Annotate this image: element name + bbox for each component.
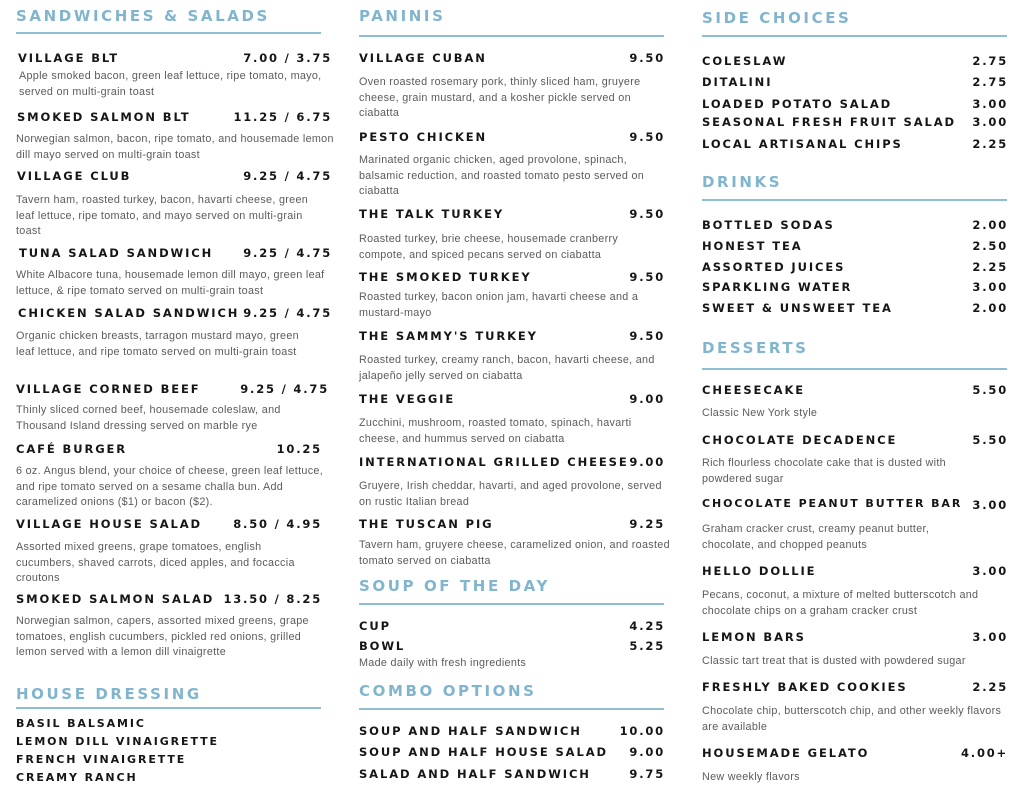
item-name: THE VEGGIE	[359, 392, 456, 406]
item-price: 3.00	[972, 564, 1008, 578]
item-desc: 6 oz. Angus blend, your choice of cheese, green leaf lettuce, and ripe tomato served on a sesame challa bun. Add caramelized onions ($1) or bacon ($2).	[16, 465, 324, 508]
item-name: SOUP AND HALF HOUSE SALAD	[359, 745, 608, 759]
item-name: THE TUSCAN PIG	[359, 517, 494, 531]
soup-note: Made daily with fresh ingredients	[359, 657, 527, 669]
item-price: 4.00+	[960, 746, 1008, 760]
section-rule	[702, 199, 1007, 201]
item-price: 11.25 / 6.75	[233, 110, 332, 124]
item-price: 9.25 / 4.75	[240, 382, 329, 396]
section-rule	[359, 35, 664, 37]
item-name: PESTO CHICKEN	[359, 130, 488, 144]
section-title-drinks: DRINKS	[702, 173, 783, 191]
item-desc: Roasted turkey, bacon onion jam, havarti cheese and a mustard-mayo	[359, 291, 639, 319]
item-price: 9.00	[629, 455, 665, 469]
item-desc: Zucchini, mushroom, roasted tomato, spinach, havarti cheese, and hummus served on ciabatta	[359, 417, 632, 445]
item-desc: Norwegian salmon, bacon, ripe tomato, and housemade lemon dill mayo served on multi-grain toast	[16, 133, 334, 161]
item-price: 5.25	[629, 639, 665, 653]
item-desc: White Albacore tuna, housemade lemon dill mayo, green leaf lettuce, & ripe tomato served on multi-grain toast	[16, 269, 325, 297]
section-rule	[16, 32, 321, 34]
item-name: VILLAGE CUBAN	[359, 51, 487, 65]
item-price: 2.00	[972, 301, 1008, 315]
item-name: VILLAGE CORNED BEEF	[16, 382, 201, 396]
item-price: 9.25 / 4.75	[243, 306, 332, 320]
item-desc: New weekly flavors	[702, 771, 800, 783]
section-title-combo: COMBO OPTIONS	[359, 682, 537, 700]
item-desc: Tavern ham, gruyere cheese, caramelized onion, and roasted tomato served on ciabatta	[359, 539, 670, 567]
item-desc: Classic tart treat that is dusted with powdered sugar	[702, 655, 966, 667]
item-desc: Thinly sliced corned beef, housemade coleslaw, and Thousand Island dressing served on marble rye	[16, 404, 281, 432]
item-name: VILLAGE BLT	[18, 51, 119, 65]
item-name: SWEET & UNSWEET TEA	[702, 301, 893, 315]
item-desc: Roasted turkey, brie cheese, housemade cranberry compote, and spiced pecans served on ciabatta	[359, 233, 619, 261]
item-name: CHOCOLATE DECADENCE	[702, 433, 898, 447]
item-price: 5.50	[972, 383, 1008, 397]
item-price: 2.25	[972, 137, 1008, 151]
item-name: LOCAL ARTISANAL CHIPS	[702, 137, 903, 151]
item-name: THE SMOKED TURKEY	[359, 270, 532, 284]
item-name: BOWL	[359, 639, 406, 653]
section-rule	[702, 368, 1007, 370]
item-desc: Marinated organic chicken, aged provolone, spinach, balsamic reduction, and roasted tomato pesto served on ciabatta	[359, 154, 645, 197]
item-price: 9.50	[629, 51, 665, 65]
dressing-item: FRENCH VINAIGRETTE	[16, 753, 187, 766]
item-name: ASSORTED JUICES	[702, 260, 846, 274]
item-desc: Gruyere, Irish cheddar, havarti, and aged provolone, served on rustic Italian bread	[359, 480, 662, 508]
section-title-paninis: PANINIS	[359, 7, 446, 25]
item-price: 13.50 / 8.25	[223, 592, 322, 606]
item-name: BOTTLED SODAS	[702, 218, 835, 232]
section-rule	[702, 35, 1007, 37]
item-name: FRESHLY BAKED COOKIES	[702, 680, 908, 694]
item-price: 9.50	[629, 270, 665, 284]
item-desc: Tavern ham, roasted turkey, bacon, havarti cheese, green leaf lettuce, ripe tomato, and mayo served on multi-grain toast	[16, 194, 309, 237]
item-price: 2.50	[972, 239, 1008, 253]
item-price: 9.25 / 4.75	[243, 246, 332, 260]
item-desc: Organic chicken breasts, tarragon mustard mayo, green leaf lettuce, and ripe tomato served on multi-grain toast	[16, 330, 299, 358]
item-desc: Oven roasted rosemary pork, thinly sliced ham, gruyere cheese, grain mustard, and a kosher pickle served on ciabatta	[359, 76, 641, 119]
section-title-desserts: DESSERTS	[702, 339, 809, 357]
item-desc: Roasted turkey, creamy ranch, bacon, havarti cheese, and jalapeño jelly served on ciabatta	[359, 354, 655, 382]
item-name: SMOKED SALMON BLT	[17, 110, 191, 124]
item-name: VILLAGE HOUSE SALAD	[16, 517, 202, 531]
item-price: 3.00	[972, 498, 1008, 512]
item-desc: Chocolate chip, butterscotch chip, and other weekly flavors are available	[702, 705, 1002, 733]
item-name: VILLAGE CLUB	[17, 169, 132, 183]
item-name: INTERNATIONAL GRILLED CHEESE	[359, 455, 629, 469]
item-price: 2.25	[972, 680, 1008, 694]
item-price: 9.00	[629, 745, 665, 759]
item-name: HONEST TEA	[702, 239, 803, 253]
item-name: LEMON BARS	[702, 630, 806, 644]
item-price: 8.50 / 4.95	[233, 517, 322, 531]
item-price: 9.25	[629, 517, 665, 531]
item-name: HELLO DOLLIE	[702, 564, 817, 578]
item-price: 3.00	[972, 630, 1008, 644]
item-price: 9.00	[629, 392, 665, 406]
item-desc: Graham cracker crust, creamy peanut butter, chocolate, and chopped peanuts	[702, 523, 930, 551]
section-title-soup: SOUP OF THE DAY	[359, 577, 550, 595]
item-name: SEASONAL FRESH FRUIT SALAD	[702, 115, 956, 129]
item-name: CHOCOLATE PEANUT BUTTER BAR	[702, 497, 963, 510]
item-price: 2.75	[972, 75, 1008, 89]
item-price: 7.00 / 3.75	[243, 51, 332, 65]
item-price: 3.00	[972, 280, 1008, 294]
item-desc: Pecans, coconut, a mixture of melted butterscotch and chocolate chips on a graham cracker crust	[702, 589, 979, 617]
section-title-dressing: HOUSE DRESSING	[16, 685, 202, 703]
section-rule	[359, 708, 664, 710]
item-price: 9.50	[629, 207, 665, 221]
item-desc: Apple smoked bacon, green leaf lettuce, ripe tomato, mayo, served on multi-grain toast	[19, 70, 322, 98]
item-name: CHEESECAKE	[702, 383, 806, 397]
item-name: THE SAMMY'S TURKEY	[359, 329, 538, 343]
item-desc: Assorted mixed greens, grape tomatoes, english cucumbers, shaved carrots, diced apples, and focaccia croutons	[16, 541, 295, 584]
item-price: 4.25	[629, 619, 665, 633]
item-price: 9.25 / 4.75	[243, 169, 332, 183]
item-name: DITALINI	[702, 75, 773, 89]
section-rule	[359, 603, 664, 605]
item-name: COLESLAW	[702, 54, 788, 68]
item-price: 9.50	[629, 329, 665, 343]
item-name: CAFÉ BURGER	[16, 442, 128, 456]
item-desc: Classic New York style	[702, 407, 818, 419]
item-name: TUNA SALAD SANDWICH	[19, 246, 214, 260]
item-name: SOUP AND HALF SANDWICH	[359, 724, 582, 738]
dressing-item: CREAMY RANCH	[16, 771, 138, 784]
item-price: 10.00	[619, 724, 665, 738]
item-desc: Rich flourless chocolate cake that is dusted with powdered sugar	[702, 457, 946, 485]
dressing-item: BASIL BALSAMIC	[16, 717, 146, 730]
section-title-sides: SIDE CHOICES	[702, 9, 852, 27]
item-price: 10.25	[276, 442, 322, 456]
item-name: HOUSEMADE GELATO	[702, 746, 870, 760]
item-desc: Norwegian salmon, capers, assorted mixed greens, grape tomatoes, english cucumbers, pickled red onions, grilled lemon served with a lemon dill vinaigrette	[16, 615, 309, 658]
item-name: CUP	[359, 619, 391, 633]
item-name: LOADED POTATO SALAD	[702, 97, 893, 111]
item-name: THE TALK TURKEY	[359, 207, 505, 221]
item-price: 2.25	[972, 260, 1008, 274]
item-price: 9.50	[629, 130, 665, 144]
item-name: CHICKEN SALAD SANDWICH	[18, 306, 240, 320]
dressing-item: LEMON DILL VINAIGRETTE	[16, 735, 219, 748]
item-price: 3.00	[972, 97, 1008, 111]
item-price: 2.00	[972, 218, 1008, 232]
item-name: SMOKED SALMON SALAD	[16, 592, 215, 606]
item-price: 2.75	[972, 54, 1008, 68]
item-price: 5.50	[972, 433, 1008, 447]
item-price: 3.00	[972, 115, 1008, 129]
section-rule	[16, 707, 321, 709]
item-name: SALAD AND HALF SANDWICH	[359, 767, 591, 781]
item-name: SPARKLING WATER	[702, 280, 853, 294]
item-price: 9.75	[629, 767, 665, 781]
section-title-sandwiches: SANDWICHES & SALADS	[16, 7, 270, 25]
